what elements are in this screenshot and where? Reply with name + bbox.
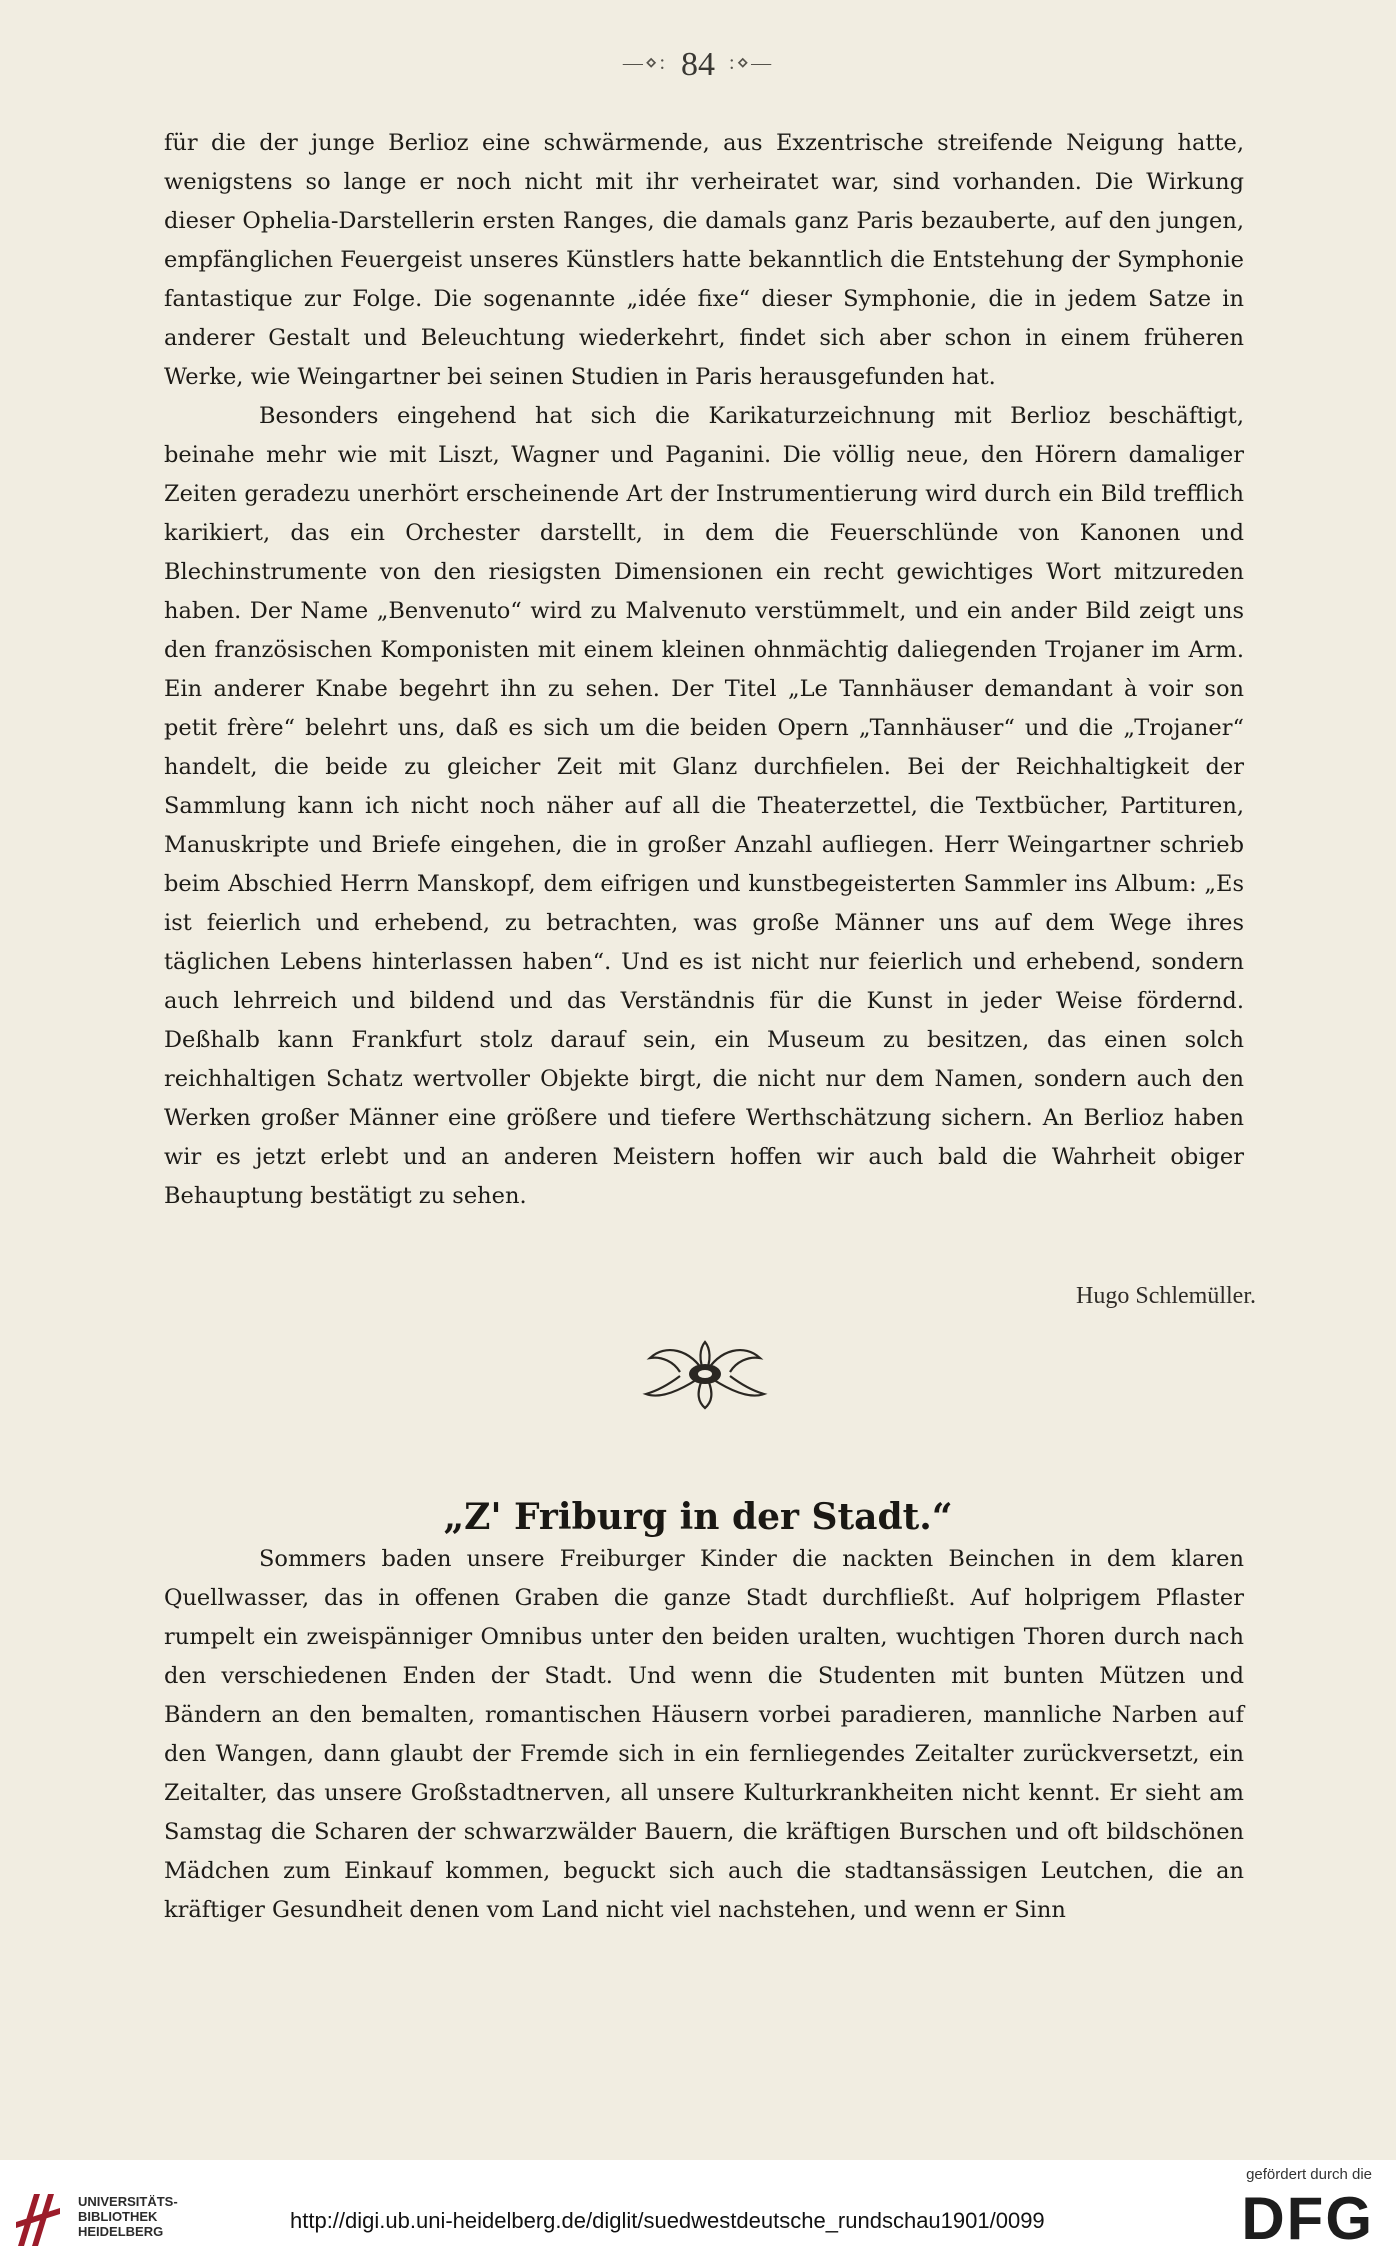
dfg-logo: DFG [1241, 2185, 1374, 2252]
university-library-logo-icon [14, 2188, 64, 2250]
author-signature: Hugo Schlemüller. [1076, 1283, 1256, 1309]
paragraph: Sommers baden unsere Freiburger Kinder die nackten Beinchen in dem klaren Quellwasser, das in offenen Graben die ganze Stadt durchfließt. Auf holprigem Pflaster rumpelt ein zweispänniger Omnibus unter den beiden uralten, wuchtigen Thoren durch nach den verschiedenen Enden der Stadt. Und wenn die Studenten mit bunten Mützen und Bändern an den bemalten, romantischen Häusern vorbei paradieren, mannliche Narben auf den Wangen, dann glaubt der Fremde sich in ein fernliegendes Zeitalter zurückversetzt, ein Zeitalter, das unsere Großstadtnerven, all unsere Kulturkrankheiten nicht kennt. Er sieht am Samstag die Scharen der schwarzwälder Bauern, die kräftigen Burschen und oft bildschönen Mädchen zum Einkauf kommen, beguckt sich auch die stadtansässigen Leutchen, die an kräftiger Gesundheit denen vom Land nicht viel nachstehen, und wenn er Sinn [164, 1546, 1244, 1923]
page-number: 84 [681, 46, 715, 83]
ornament-left: —⋄: [622, 52, 667, 74]
sponsor-caption: gefördert durch die [1246, 2166, 1372, 2183]
digitization-footer [0, 2160, 1396, 2258]
article-continuation [164, 124, 1244, 1216]
source-url-link[interactable]: http://digi.ub.uni-heidelberg.de/diglit/suedwestdeutsche_rundschau1901/0099 [290, 2208, 1045, 2233]
article-freiburg [164, 1540, 1244, 1930]
paragraph: Besonders eingehend hat sich die Karikaturzeichnung mit Berlioz beschäftigt, beinahe mehr wie mit Liszt, Wagner und Paganini. Die völlig neue, den Hörern damaliger Zeiten geradezu unerhört erscheinende Art der Instrumentierung wird durch ein Bild trefflich karikiert, das ein Orchester darstellt, in dem die Feuerschlünde von Kanonen und Blechinstrumente von den riesigsten Dimensionen ein recht gewichtiges Wort mitzureden haben. Der Name „Benvenuto“ wird zu Malvenuto verstümmelt, und ein ander Bild zeigt uns den französischen Komponisten mit einem kleinen ohnmächtig daliegenden Trojaner im Arm. Ein anderer Knabe begehrt ihn zu sehen. Der Titel „Le Tannhäuser demandant à voir son petit frère“ belehrt uns, daß es sich um die beiden Opern „Tannhäuser“ und die „Trojaner“ handelt, die beide zu gleicher Zeit mit Glanz durchfielen. Bei der Reichhaltigkeit der Sammlung kann ich nicht noch näher auf all die Theaterzettel, die Textbücher, Partituren, Manuskripte und Briefe eingehen, die in großer Anzahl aufliegen. Herr Weingartner schrieb beim Abschied Herrn Manskopf, dem eifrigen und kunstbegeisterten Sammler ins Album: „Es ist feierlich und erhebend, zu betrachten, was große Männer uns auf dem Wege ihres täglichen Lebens hinterlassen haben“. Und es ist nicht nur feierlich und erhebend, sondern auch lehrreich und bildend und das Verständnis für die Kunst in jeder Weise fördernd. Deßhalb kann Frankfurt stolz darauf sein, ein Museum zu besitzen, das einen solch reichhaltigen Schatz wertvoller Objekte birgt, die nicht nur dem Namen, sondern auch den Werken großer Männer eine größere und tiefere Werthschätzung sichern. An Berlioz haben wir es jetzt erlebt und an anderen Meistern hoffen wir auch bald die Wahrheit obiger Behauptung bestätigt zu sehen. [164, 403, 1244, 1209]
section-heading: „Z' Friburg in der Stadt.“ [443, 1496, 953, 1538]
floral-vignette-ornament [640, 1338, 770, 1410]
page-number-header [0, 46, 1396, 84]
ornament-right: :⋄— [729, 52, 774, 74]
paragraph: für die der junge Berlioz eine schwärmende, aus Exzentrische streifende Neigung hatte, wenigstens so lange er noch nicht mit ihr verheiratet war, sind vorhanden. Die Wirkung dieser Ophelia-Darstellerin ersten Ranges, die damals ganz Paris bezauberte, auf den jungen, empfänglichen Feuergeist unseres Künstlers hatte bekanntlich die Entstehung der Symphonie fantastique zur Folge. Die sogenannte „idée fixe“ dieser Symphonie, die in jedem Satze in anderer Gestalt und Beleuchtung wiederkehrt, findet sich aber schon in einem früheren Werke, wie Weingartner bei seinen Studien in Paris herausgefunden hat. [164, 130, 1244, 390]
library-name: UNIVERSITÄTS- BIBLIOTHEK HEIDELBERG [78, 2194, 178, 2239]
